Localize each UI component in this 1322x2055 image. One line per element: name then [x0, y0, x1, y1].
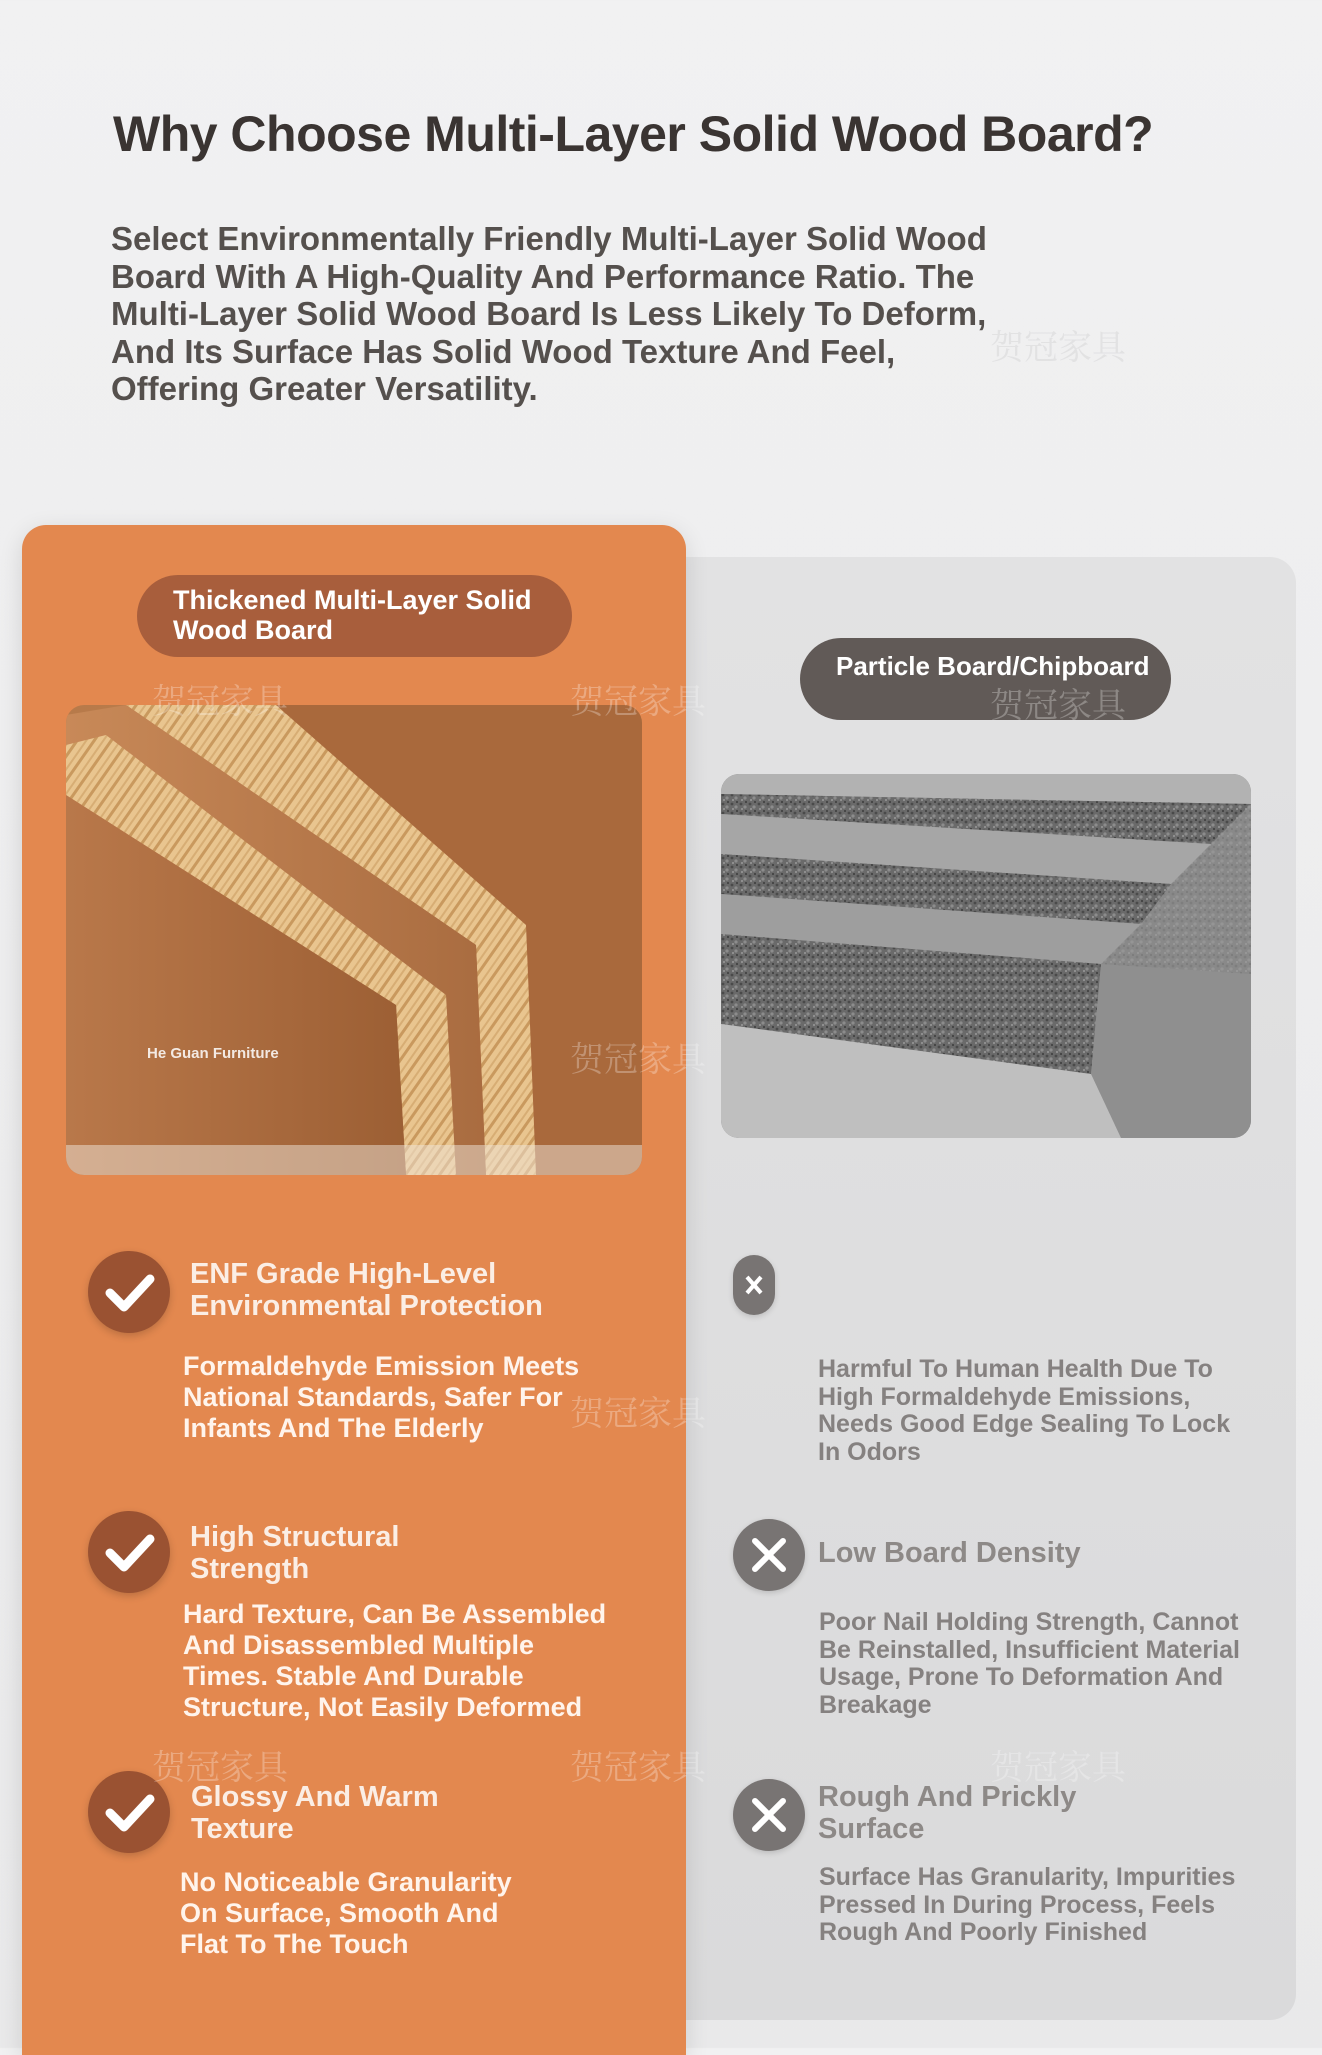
feature-title: Glossy And Warm Texture	[191, 1781, 439, 1845]
watermark: 贺冠家具	[990, 328, 1126, 368]
cross-icon	[733, 1519, 805, 1591]
feature-title: Low Board Density	[818, 1537, 1081, 1569]
check-badge-1	[88, 1251, 170, 1333]
check-badge-2	[88, 1511, 170, 1593]
multilayer-board-photo	[66, 705, 642, 1175]
watermark: 贺冠家具	[570, 1394, 706, 1434]
feature-description: Poor Nail Holding Strength, Cannot Be Reinstalled, Insufficient Material Usage, Prone To Deformation And Breakage	[819, 1608, 1240, 1719]
feature-description: Formaldehyde Emission Meets National Standards, Safer For Infants And The Elderly	[183, 1351, 580, 1443]
watermark: 贺冠家具	[990, 686, 1126, 726]
cross-badge-1	[733, 1255, 775, 1315]
feature-title: High Structural Strength	[190, 1521, 400, 1585]
particle-board-label: Particle Board/Chipboard	[800, 638, 1171, 720]
feature-description: Hard Texture, Can Be Assembled And Disassembled Multiple Times. Stable And Durable Structure, Not Easily Deformed	[183, 1599, 607, 1722]
feature-description: Surface Has Granularity, Impurities Pressed In During Process, Feels Rough And Poorly Finished	[819, 1863, 1236, 1946]
check-icon	[88, 1511, 170, 1593]
feature-title: Rough And Prickly Surface	[818, 1781, 1077, 1845]
check-icon	[88, 1771, 170, 1853]
feature-description: Harmful To Human Health Due To High Formaldehyde Emissions, Needs Good Edge Sealing To Lock In Odors	[818, 1355, 1231, 1466]
watermark: 贺冠家具	[152, 1748, 288, 1788]
cross-icon	[733, 1779, 805, 1851]
watermark: 贺冠家具	[570, 1040, 706, 1080]
cross-badge-3	[733, 1779, 805, 1851]
cross-badge-2	[733, 1519, 805, 1591]
cross-icon	[733, 1255, 775, 1315]
particle-board-photo	[721, 774, 1251, 1138]
watermark: 贺冠家具	[990, 1748, 1126, 1788]
feature-description: No Noticeable Granularity On Surface, Smooth And Flat To The Touch	[180, 1867, 512, 1959]
watermark: 贺冠家具	[570, 682, 706, 722]
multilayer-board-label: Thickened Multi-Layer Solid Wood Board	[137, 575, 572, 657]
watermark: 贺冠家具	[152, 682, 288, 722]
page-title: Why Choose Multi-Layer Solid Wood Board?	[113, 106, 1154, 162]
check-icon	[88, 1251, 170, 1333]
image-caption: He Guan Furniture	[147, 1045, 279, 1062]
watermark: 贺冠家具	[570, 1748, 706, 1788]
intro-paragraph: Select Environmentally Friendly Multi-Layer Solid Wood Board With A High-Quality And Performance Ratio. The Multi-Layer Solid Wood Board Is Less Likely To Deform, And Its Surface Has Solid Wood Texture And Feel, Offering Greater Versatility.	[111, 220, 987, 407]
feature-title: ENF Grade High-Level Environmental Protection	[190, 1258, 543, 1322]
check-badge-3	[88, 1771, 170, 1853]
